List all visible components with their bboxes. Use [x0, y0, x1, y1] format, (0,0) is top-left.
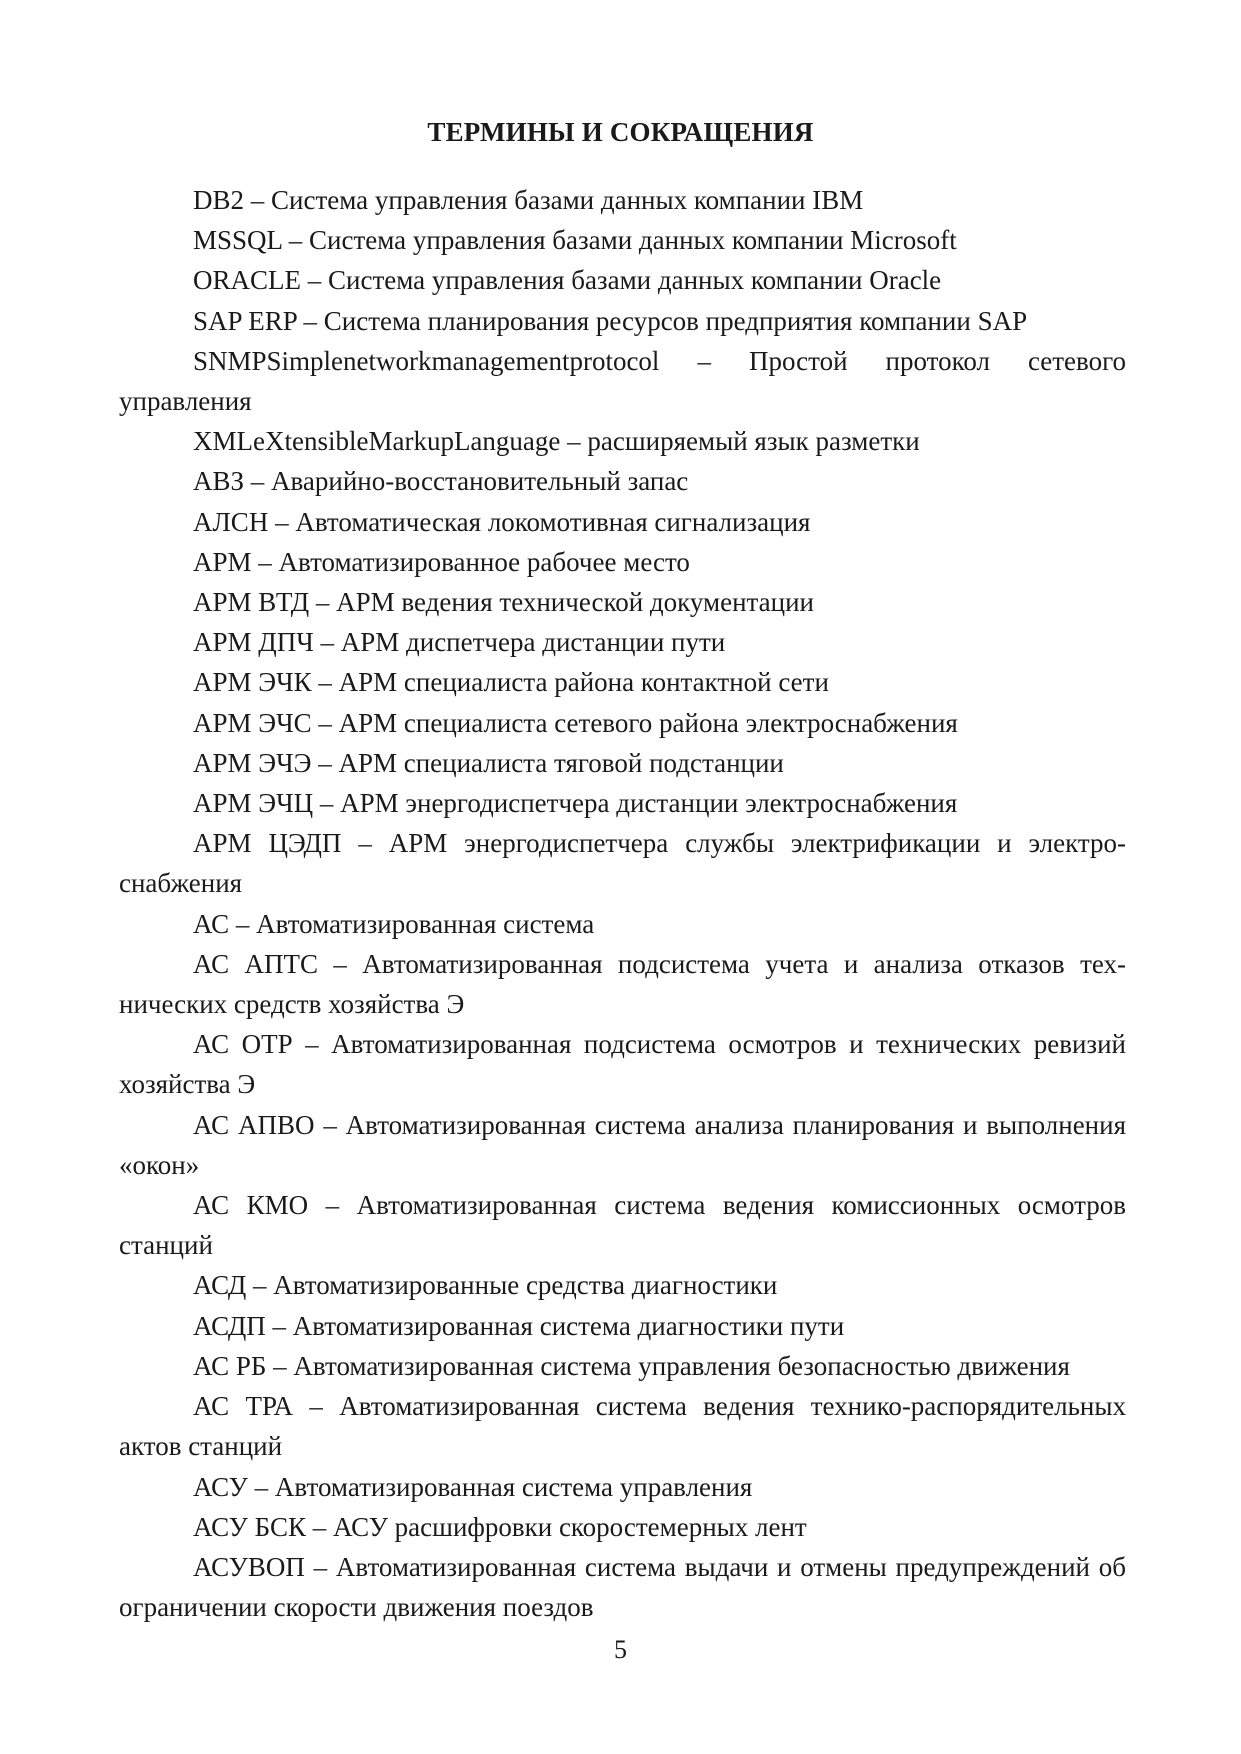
term-arm-eche: АРМ ЭЧЭ – АРМ специалиста тяговой подстанции	[193, 747, 784, 778]
term-sap-erp: SAP ERP – Система планирования ресурсов предприятия компании SAP	[193, 305, 1028, 336]
term-asdp: АСДП – Автоматизированная система диагностики пути	[193, 1310, 845, 1341]
term-arm-echk: АРМ ЭЧК – АРМ специалиста района контактной сети	[193, 667, 829, 698]
term-arm-vtd: АРМ ВТД – АРМ ведения технической документации	[193, 587, 814, 618]
term-as-kmo: АС КМО – Автоматизированная система ведения комиссионных осмотров станций	[119, 1190, 1126, 1261]
term-as-apts: АС АПТС – Автоматизированная подсистема учета и анализа отказов технических средств хозяйства Э	[119, 948, 1126, 1020]
term-avz: АВЗ – Аварийно-восстановительный запас	[193, 466, 689, 497]
term-db2: DB2 – Система управления базами данных компании IBM	[193, 185, 864, 215]
term-asu-bsk: АСУ БСК – АСУ расшифровки скоростемерных лент	[193, 1511, 807, 1542]
term-alsn: АЛСН – Автоматическая локомотивная сигнализация	[193, 506, 811, 537]
term-as-apvo: АС АПВО – Автоматизированная система анализа планирования и выполнения «окон»	[119, 1109, 1126, 1180]
page-number: 5	[614, 1635, 627, 1664]
terms-list	[119, 180, 1126, 1627]
term-as-otr: АС ОТР – Автоматизированная подсистема осмотров и технических ревизий хозяйства Э	[119, 1029, 1126, 1100]
term-snmp: SNMPSimplenetworkmanagementprotocol – Простой протокол сетевого управления	[119, 345, 1126, 417]
term-asd: АСД – Автоматизированные средства диагностики	[193, 1270, 778, 1301]
term-as: АС – Автоматизированная система	[193, 908, 595, 939]
term-arm-echts: АРМ ЭЧЦ – АРМ энергодиспетчера дистанции электроснабжения	[193, 788, 958, 819]
term-as-tra: АС ТРА – Автоматизированная система ведения технико-распорядительных актов станций	[119, 1391, 1126, 1462]
term-arm-dpch: АРМ ДПЧ – АРМ диспетчера дистанции пути	[193, 627, 726, 658]
term-arm-tsedp: АРМ ЦЭДП – АРМ энергодиспетчера службы электрификации и электроснабжения	[119, 828, 1126, 899]
term-arm-echs: АРМ ЭЧС – АРМ специалиста сетевого района электроснабжения	[193, 707, 958, 738]
term-mssql: MSSQL – Система управления базами данных компании Microsoft	[193, 225, 957, 256]
term-arm: АРМ – Автоматизированное рабочее место	[193, 546, 690, 577]
term-oracle: ORACLE – Система управления базами данных компании Oracle	[193, 265, 942, 296]
term-as-rb: АС РБ – Автоматизированная система управления безопасностью движения	[193, 1350, 1070, 1381]
term-xml: XMLeXtensibleMarkupLanguage – расширяемый язык разметки	[193, 426, 920, 457]
term-asu: АСУ – Автоматизированная система управления	[193, 1471, 753, 1502]
term-asuvop: АСУВОП – Автоматизированная система выдачи и отмены предупреждений об ограничении скорости движения поездов	[119, 1551, 1126, 1623]
page-title: ТЕРМИНЫ И СОКРАЩЕНИЯ	[427, 117, 814, 147]
